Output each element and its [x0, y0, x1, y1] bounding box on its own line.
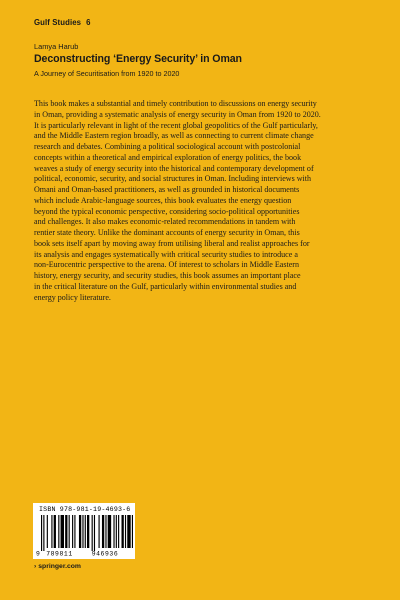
- barcode-bar: [92, 515, 93, 551]
- arrow-right-icon: ›: [34, 563, 37, 570]
- barcode-bar: [94, 515, 95, 551]
- barcode-bar: [58, 515, 59, 548]
- barcode-bar: [72, 515, 73, 548]
- blurb-line: which include Arabic-language sources, this book evaluates the energy question: [34, 195, 292, 205]
- blurb-line: Omani and Oman-based practitioners, as well as grounded in historical documents: [34, 185, 300, 194]
- blurb-line: concepts within a theoretical and empirical exploration of energy politics, the book: [34, 152, 302, 162]
- barcode-bar: [132, 515, 133, 548]
- barcode-bar: [74, 515, 75, 548]
- barcode-bar: [82, 515, 83, 548]
- blurb-line: energy policy literature.: [34, 292, 111, 302]
- blurb-line: beyond the typical economic perspective, considering socio-political opportunities: [34, 206, 300, 216]
- book-title: Deconstructing ‘Energy Security’ in Oman: [34, 53, 242, 65]
- series-name: Gulf Studies: [34, 18, 82, 27]
- blurb-line: It is particularly relevant in light of the recent global geopolitics of the Gulf particularly,: [34, 120, 318, 130]
- blurb-line: in Oman, providing a systematic analysis of energy security in Oman from 1920 to 2020.: [34, 109, 321, 119]
- barcode-bar: [113, 515, 114, 548]
- barcode-right-digits: 946936: [91, 550, 119, 557]
- barcode-bar: [102, 515, 104, 548]
- blurb-line: This book makes a substantial and timely contribution to discussions on energy security: [34, 99, 317, 108]
- barcode-bar: [122, 515, 124, 548]
- barcode-bar: [51, 515, 52, 548]
- barcode-left-digits: 789811: [46, 550, 73, 557]
- blurb-line: and challenges. It also makes economic-related recommendations in tandem with: [34, 217, 296, 227]
- blurb-line: its analysis and engages systematically with critical security studies to introduce a: [34, 249, 298, 259]
- barcode-box: [33, 503, 135, 559]
- publisher-url: springer.com: [38, 563, 81, 570]
- book-subtitle: A Journey of Securitisation from 1920 to 2020: [34, 69, 180, 78]
- barcode-graphic: [35, 515, 133, 557]
- barcode-bar: [79, 515, 81, 548]
- blurb-line: in the critical literature on the Gulf, particularly within environmental studies and: [34, 281, 297, 291]
- series-line: [34, 18, 91, 27]
- barcode-bar: [105, 515, 106, 548]
- barcode-bar: [127, 515, 130, 548]
- isbn-label: ISBN 978-981-19-4693-6: [39, 506, 131, 513]
- blurb-text: [34, 99, 379, 303]
- barcode-bar: [116, 515, 117, 548]
- barcode-bar: [65, 515, 67, 548]
- blurb-line: political, economic, security, and social structures in Oman. Including interviews with: [34, 174, 312, 184]
- barcode-bar: [69, 515, 70, 548]
- barcode-bar: [61, 515, 64, 548]
- blurb-line: history, energy security, and security studies, this book assumes an important place: [34, 271, 301, 280]
- blurb-line: non-Eurocentric perspective to the arena. Of interest to scholars in Middle Eastern: [34, 260, 300, 270]
- barcode-lead-digit: 9: [36, 550, 40, 557]
- blurb-line: weaves a study of energy security into the historical and contemporary development of: [34, 163, 314, 173]
- barcode-bar: [99, 515, 100, 548]
- barcode-bar: [125, 515, 126, 548]
- series-volume: 6: [86, 18, 91, 27]
- blurb-line: rentier state theory. Unlike the dominant accounts of energy security in Oman, this: [34, 228, 300, 237]
- blurb-line: and the Middle Eastern region broadly, as well as connecting to current climate change: [34, 131, 314, 141]
- barcode-bar: [41, 515, 42, 551]
- blurb-line: book sets itself apart by moving away from utilising liberal and realist approaches for: [34, 238, 310, 248]
- publisher-link[interactable]: [34, 563, 81, 570]
- barcode-bar: [47, 515, 48, 548]
- barcode-bar: [108, 515, 111, 548]
- author-name: Lamya Harub: [34, 42, 79, 51]
- barcode-bar: [85, 515, 86, 548]
- barcode-bar: [118, 515, 119, 548]
- barcode-bar: [54, 515, 56, 548]
- barcode-bar: [87, 515, 89, 548]
- blurb-line: research and debates. Combining a political sociological account with postcolonial: [34, 142, 301, 151]
- barcode-bar: [43, 515, 44, 551]
